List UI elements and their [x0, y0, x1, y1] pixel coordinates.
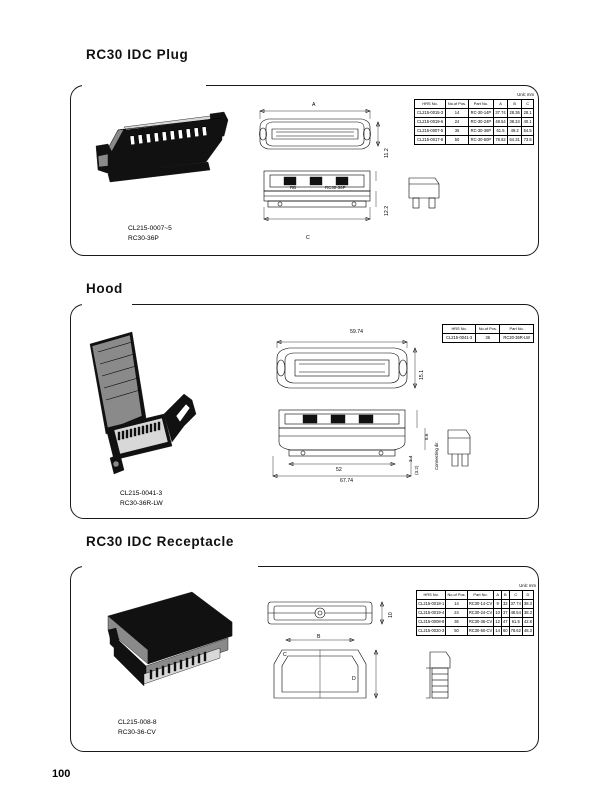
hood-caption [120, 489, 163, 508]
cell-pos: 36 [476, 334, 500, 343]
cell-a: 78.62 [493, 136, 507, 145]
cell-hrs: CL215-0019-4 [417, 609, 446, 618]
th-hrs-no: HRS No. [417, 591, 446, 600]
receptacle-side-view [420, 648, 460, 708]
table-recept-header-row [417, 591, 534, 600]
table-row [415, 127, 534, 136]
table-row [415, 118, 534, 127]
hood-caption-line2: RC30-36R-LW [120, 499, 163, 507]
table-row [415, 136, 534, 145]
cell-pos: 50 [446, 627, 467, 636]
hood-caption-line1: CL215-0041-3 [120, 490, 163, 497]
dim-plug-A: A [312, 102, 316, 108]
plug-caption-line2: RC30-36P [128, 234, 159, 242]
cell-hrs: CL215-0017-8 [415, 136, 446, 145]
cell-pos: 14 [446, 600, 467, 609]
cell-hrs: CL215-0019-6 [415, 118, 446, 127]
cell-part: RC30-24-CV [467, 609, 494, 618]
dim-recept-B: B [317, 634, 321, 640]
cell-c: 40.1 [522, 118, 534, 127]
cell-b: 38.24 [508, 118, 522, 127]
cell-a: 14 [494, 627, 502, 636]
th-hrs-no: HRS No. [443, 325, 476, 334]
dim-plug-C: C [306, 235, 310, 241]
cell-pos: 24 [446, 609, 467, 618]
th-no-of-pos: No.of Pos. [476, 325, 500, 334]
hood-end-view [440, 424, 476, 472]
th-c: C [509, 591, 522, 600]
dim-hood-67-74: 67.74 [340, 478, 353, 484]
cell-a: 12 [494, 618, 502, 627]
recept-caption-line2: RC30-36-CV [118, 728, 156, 736]
table-plug-header-row [415, 100, 534, 109]
dim-hood-8-6: 8.6 [424, 433, 429, 440]
cell-hrs: CL215-0008-8 [417, 618, 446, 627]
cell-b: 64.31 [508, 136, 522, 145]
dim-plug-partlabel: RC30-36P [325, 185, 346, 190]
th-no-of-pos: No.of Pos. [446, 100, 469, 109]
th-a: A [493, 100, 507, 109]
cell-b: 32 [501, 600, 509, 609]
cell-a: 10 [494, 609, 502, 618]
cell-pos: 36 [446, 618, 467, 627]
dim-recept-C: C [283, 652, 287, 658]
cell-part: RC-30-50P [468, 136, 493, 145]
th-part-no: Part No. [500, 325, 534, 334]
title-mask-2 [82, 299, 132, 310]
dim-hood-3-2: (3.2) [414, 465, 419, 475]
dim-recept-10: 10 [388, 612, 394, 618]
plug-end-view [405, 172, 445, 218]
cell-c: 37.74 [509, 600, 522, 609]
dim-plug-12-2: 12.2 [384, 205, 390, 216]
title-mask-1 [82, 79, 206, 91]
table-row [417, 627, 534, 636]
hood-photo [80, 318, 240, 488]
table-row [417, 618, 534, 627]
dim-hood-15-1: 15.1 [419, 369, 425, 380]
table-plug [414, 99, 534, 145]
th-a: A [494, 591, 502, 600]
title-mask-3 [82, 560, 258, 571]
th-hrs-no: HRS No. [415, 100, 446, 109]
dim-hood-59-74: 59.74 [350, 329, 363, 335]
section-title-plug: RC30 IDC Plug [86, 47, 189, 62]
dim-plug-rb: RB [290, 185, 297, 190]
th-d: D [522, 591, 533, 600]
section-title-hood: Hood [86, 281, 123, 296]
table-row [443, 334, 534, 343]
cell-part: RC30-36R-LW [500, 334, 534, 343]
table-row [415, 109, 534, 118]
cell-a: 9 [494, 600, 502, 609]
plug-caption [128, 224, 172, 243]
cell-b: 28.36 [508, 109, 522, 118]
cell-part: RC30-36-CV [467, 618, 494, 627]
cell-a: 37.74 [493, 109, 507, 118]
table-row [417, 600, 534, 609]
dim-hood-3-4: 3.4 [408, 455, 413, 462]
cell-a: 61.5 [493, 127, 507, 136]
cell-hrs: CL215-0015-3 [415, 109, 446, 118]
cell-a: 48.54 [493, 118, 507, 127]
dim-recept-D: D [352, 676, 356, 682]
cell-c: 73.5 [522, 136, 534, 145]
table-hood [442, 324, 534, 343]
cell-pos: 50 [446, 136, 469, 145]
cell-d: 38.3 [522, 600, 533, 609]
cell-b: 37 [501, 609, 509, 618]
page-number: 100 [52, 768, 71, 780]
dim-hood-52: 52 [336, 467, 342, 473]
cell-part: RC-30-36P [468, 127, 493, 136]
table-row [417, 609, 534, 618]
cell-part: RC30-50-CV [467, 627, 494, 636]
table-receptacle [416, 590, 534, 636]
th-b: B [501, 591, 509, 600]
cell-b: 60 [501, 627, 509, 636]
cell-part: RC-30-14P [468, 109, 493, 118]
th-part-no: Part No. [468, 100, 493, 109]
cell-b: 47 [501, 618, 509, 627]
cell-c: 78.62 [509, 627, 522, 636]
cell-c: 48.54 [509, 609, 522, 618]
cell-hrs: CL215-0041-3 [443, 334, 476, 343]
dim-plug-11-2: 11.2 [384, 148, 390, 158]
cell-hrs: CL215-0007-5 [415, 127, 446, 136]
recept-caption-line1: CL215-008-8 [118, 719, 157, 726]
th-b: B [508, 100, 522, 109]
cell-pos: 14 [446, 109, 469, 118]
cell-pos: 24 [446, 118, 469, 127]
cell-b: 49.2 [508, 127, 522, 136]
cell-hrs: CL215-0020-3 [417, 627, 446, 636]
cell-d: 48.3 [522, 627, 533, 636]
cell-hrs: CL215-0018-1 [417, 600, 446, 609]
cell-pos: 36 [446, 127, 469, 136]
th-c: C [522, 100, 534, 109]
cell-part: RC30-14-CV [467, 600, 494, 609]
receptacle-drawing [258, 590, 408, 715]
cell-d: 38.3 [522, 609, 533, 618]
plug-photo [88, 100, 228, 210]
table-hood-header-row [443, 325, 534, 334]
cell-part: RC-30-24P [468, 118, 493, 127]
unit-note-receptacle: Unit: mm [519, 583, 536, 588]
cell-c: 61.5 [509, 618, 522, 627]
cell-d: 42.8 [522, 618, 533, 627]
th-no-of-pos: No.of Pos. [446, 591, 467, 600]
section-title-receptacle: RC30 IDC Receptacle [86, 534, 234, 549]
cell-c: 28.1 [522, 109, 534, 118]
unit-note-plug: Unit: mm [517, 92, 534, 97]
receptacle-caption [118, 718, 157, 737]
receptacle-photo [80, 578, 250, 703]
plug-drawing [250, 105, 395, 240]
plug-caption-line1: CL215-0007~5 [128, 225, 172, 232]
cell-c: 54.5 [522, 127, 534, 136]
th-part-no: Part No. [467, 591, 494, 600]
dim-hood-connecting-dir: Connecting dir. [434, 441, 439, 470]
